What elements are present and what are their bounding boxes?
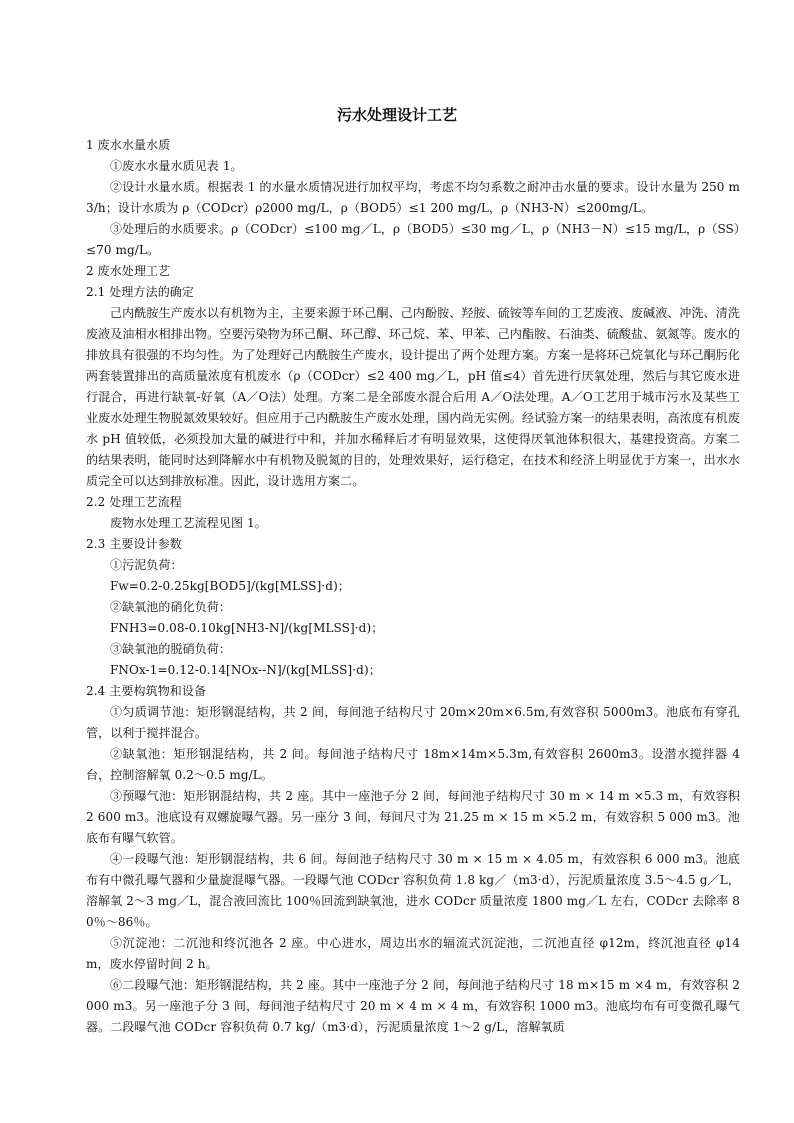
paragraph: ①污泥负荷：: [110, 558, 183, 572]
section-heading: 2.1 处理方法的确定: [86, 285, 194, 299]
paragraph: ②设计水量水质。根据表 1 的水量水质情况进行加权平均，考虑不均匀系数之耐冲击水量的要求。设计水量为 250 m3/h；设计水质为 ρ（CODcr）ρ2000 mg/L，ρ（BOD5）≤1 200 mg/L，ρ（NH3-N）≤200mg/L。: [86, 180, 740, 215]
paragraph: ③缺氧池的脱硝负荷：: [110, 642, 232, 656]
paragraph: ③处理后的水质要求。ρ（CODcr）≤100 mg／L，ρ（BOD5）≤30 mg／L，ρ（NH3－N）≤15 mg/L，ρ（SS）≤70 mg/L。: [86, 222, 740, 257]
section-heading: 2.2 处理工艺流程: [86, 495, 182, 509]
document-body: [86, 135, 740, 1038]
paragraph: ④一段曝气池：矩形钢混结构，共 6 间。每间池子结构尺寸 30 m × 15 m × 4.05 m，有效容积 6 000 m3。池底布有中微孔曝气器和少量旋混曝气器。一段曝气池 CODcr 容积负荷 1.8 kg／（m3·d），污泥质量浓度 3.5～4.5 g／L，溶解氧 2～3 mg／L，混合液回流比 100％回流到缺氧池，进水 CODcr 质量浓度 1800 mg／L 左右，CODcr 去除率 80％～86％。: [86, 852, 740, 929]
paragraph: ②缺氧池的硝化负荷：: [110, 600, 232, 614]
paragraph: ②缺氧池：矩形钢混结构，共 2 间。每间池子结构尺寸 18m×14m×5.3m,有效容积 2600m3。设潜水搅拌器 4 台，控制溶解氧 0.2～0.5 mg/L。: [86, 747, 740, 782]
paragraph: ①匀质调节池：矩形钢混结构，共 2 间，每间池子结构尺寸 20m×20m×6.5m,有效容积 5000m3。池底布有穿孔管，以利于搅拌混合。: [86, 705, 740, 740]
section-heading: 2.4 主要构筑物和设备: [86, 684, 207, 698]
paragraph: 废物水处理工艺流程见图 1。: [110, 516, 267, 530]
paragraph: ①废水水量水质见表 1。: [110, 159, 243, 173]
paragraph: 己内酰胺生产废水以有机物为主，主要来源于环己酮、己内酚胺、羟胺、硫铵等车间的工艺废液、废碱液、冲洗、清洗废液及油相水相排出物。空要污染物为环己酮、环己醇、环己烷、苯、甲苯、己内酯胺、石油类、硫酸盐、氨氮等。废水的排放具有很强的不均匀性。为了处理好己内酰胺生产废水，设计提出了两个处理方案。方案一是将环己烷氧化与环己酮肟化两套装置排出的高质量浓度有机废水（ρ（CODcr）≤2 400 mg／L，pH 值≤4）首先进行厌氧处理，然后与其它废水进行混合，再进行缺氧-好氧（A／O法）处理。方案二是全部废水混合后用 A／O法处理。A／O工艺用于城市污水及某些工业废水处理生物脱氮效果较好。但应用于己内酰胺生产废水处理，国内尚无实例。经试验方案一的结果表明，高浓度有机废水 pH 值较低，必须投加大量的碱进行中和，并加水稀释后才有明显效果，这使得厌氧池体积很大，基建投资高。方案二的结果表明，能同时达到降解水中有机物及脱氮的目的，处理效果好，运行稳定，在技术和经济上明显优于方案一，出水水质完全可以达到排放标准。因此，设计选用方案二。: [86, 306, 740, 488]
formula-line: Fw=0.2-0.25kg[BOD5]/(kg[MLSS]·d)；: [110, 579, 350, 593]
section-heading: 2.3 主要设计参数: [86, 537, 182, 551]
formula-line: FNH3=0.08-0.10kg[NH3-N]/(kg[MLSS]·d)；: [110, 621, 384, 635]
formula-line: FNOx-1=0.12-0.14[NOx--N]/(kg[MLSS]·d)；: [110, 663, 381, 677]
paragraph: ③预曝气池：矩形钢混结构，共 2 座。其中一座池子分 2 间，每间池子结构尺寸 30 m × 14 m ×5.3 m，有效容积 2 600 m3。池底设有双螺旋曝气器。另一座分 3 间，每间尺寸为 21.25 m × 15 m ×5.2 m，有效容积 5 000 m3。池底布有曝气软管。: [86, 789, 740, 845]
section-heading: 2 废水处理工艺: [86, 264, 171, 278]
document-title: 污水处理设计工艺: [336, 106, 457, 124]
paragraph: ⑥二段曝气池：矩形钢混结构，共 2 座。其中一座池子分 2 间，每间池子结构尺寸 18 m×15 m ×4 m，有效容积 2 000 m3。另一座池子分 3 间，每间池子结构尺寸 20 m × 4 m × 4 m，有效容积 1000 m3。池底均布有可变微孔曝气器。二段曝气池 CODcr 容积负荷 0.7 kg/（m3·d），污泥质量浓度 1～2 g/L，溶解氧质: [86, 978, 740, 1034]
section-heading: 1 废水水量水质: [86, 138, 171, 152]
paragraph: ⑤沉淀池：二沉池和终沉池各 2 座。中心进水，周边出水的辐流式沉淀池，二沉池直径 φ12m，终沉池直径 φ14 m，废水停留时间 2 h。: [86, 936, 740, 971]
